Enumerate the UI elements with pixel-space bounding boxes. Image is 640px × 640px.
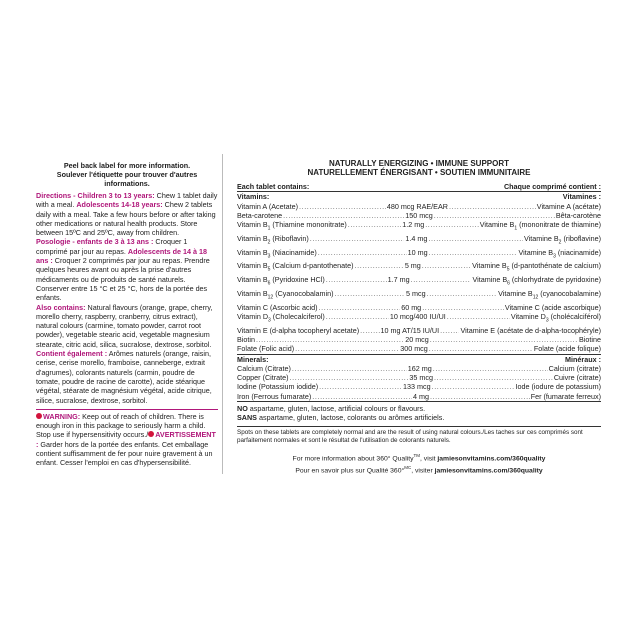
- nutrient-name-en-base: Vitamin B: [237, 233, 268, 243]
- nutrient-name-en-base: Vitamin B: [237, 247, 268, 257]
- peel-notice-en: Peel back label for more information.: [63, 161, 191, 170]
- nutrient-name-fr-detail: (niacinamide): [555, 247, 601, 257]
- avertissement-text: Garder hors de la portée des enfants. Cet emballage contient suffisamment de fer pour nuire gravement à un enfant. Cesser l'emploi en cas d'hypersensibilité.: [36, 439, 213, 468]
- more-info-fr-text: Pour en savoir plus sur Qualité 360°: [295, 467, 405, 475]
- chaque-comprime-label: Chaque comprimé contient :: [503, 182, 601, 191]
- nutrient-name-en: Biotin: [237, 334, 255, 344]
- nutrient-name-fr: [472, 261, 601, 275]
- nutrient-row: [237, 248, 601, 262]
- nutrient-subscript: 3: [545, 317, 549, 324]
- nutrient-name-en-detail: (Pyridoxine HCl): [270, 275, 325, 285]
- nutrient-amount: 150 mcg: [405, 210, 433, 220]
- vitamins-label-en: Vitamins:: [237, 192, 270, 202]
- nutrient-name-en-detail: (Niacinamide): [270, 247, 317, 257]
- avertissement-label: AVERTISSEMENT :: [36, 430, 216, 449]
- nutrient-row: [237, 261, 601, 275]
- directions-fr: [36, 237, 218, 302]
- warning-dot-icon: [36, 413, 42, 419]
- nutrient-name-fr: Vitamine E (acétate de d-alpha-tocophéryle): [460, 325, 601, 335]
- dot-leader: [295, 344, 399, 353]
- nutrient-row: [237, 392, 601, 401]
- nutrient-row: [237, 303, 601, 312]
- posologie-label: Posologie - enfants de 3 à 13 ans :: [36, 237, 154, 247]
- trademark-mc: MC: [404, 464, 412, 470]
- nutrient-name-en: [237, 220, 347, 234]
- nutrient-name-fr: Vitamine A (acétate): [536, 201, 601, 211]
- nutrient-name-en: Beta-carotene: [237, 210, 283, 220]
- minerals-label-en: Minerals:: [237, 354, 269, 364]
- nutrient-amount: 10 mg AT/15 IU/UI: [380, 325, 440, 335]
- right-panel: [237, 159, 601, 475]
- dot-leader: [290, 373, 409, 382]
- nutrient-subscript: 3: [267, 253, 271, 260]
- nutrient-name-en: [237, 275, 325, 289]
- nutrient-name-en-detail: (Riboflavin): [270, 233, 309, 243]
- more-info-fr-mid: , visiter: [411, 467, 435, 475]
- nutrient-amount: 162 mg: [407, 363, 432, 373]
- nutrient-name-en: Folate (Folic acid): [237, 344, 295, 354]
- nutrient-name-en: Copper (Citrate): [237, 373, 289, 383]
- nutrient-row: [237, 234, 601, 248]
- nutrient-subscript: 2: [558, 239, 562, 246]
- nutrient-name-en: Vitamin A (Acetate): [237, 201, 298, 211]
- dot-leader: [440, 326, 459, 335]
- nutrient-name-fr: Calcium (citrate): [548, 363, 601, 373]
- nutrient-name-en: Calcium (Citrate): [237, 363, 291, 373]
- dot-leader: [310, 234, 405, 243]
- each-tablet-label: Each tablet contains:: [237, 182, 310, 191]
- dot-leader: [326, 275, 387, 284]
- nutrient-name-fr-base: Vitamine B: [524, 233, 559, 243]
- nutrient-name-en: [237, 312, 325, 326]
- dot-leader: [256, 335, 404, 344]
- nutrient-name-fr-detail: (cyanocobalamine): [538, 288, 601, 298]
- dot-leader: [360, 326, 379, 335]
- dot-leader: [427, 289, 497, 298]
- nutrient-name-en-detail: (Thiamine mononitrate): [270, 220, 347, 230]
- also-contains-text: Natural flavours (orange, grape, cherry, morello cherry, raspberry, cranberry, citrus extract), natural colours (carmine, tomato powder, carrot root powder), vegetable stearic acid, vegetable magnesium stearate, citric acid, silica, sucralose, dextrose, sorbitol.: [36, 302, 213, 349]
- also-contains-label: Also contains:: [36, 302, 86, 312]
- nutrient-name-en-base: Vitamin B: [237, 261, 268, 271]
- nutrient-amount: 60 mg: [401, 302, 422, 312]
- nutrient-name-fr-base: Vitamine B: [498, 288, 533, 298]
- nutrient-name-fr: [518, 248, 601, 262]
- nutrient-row: [237, 326, 601, 335]
- nutrient-name-en: Iodine (Potassium iodide): [237, 382, 319, 392]
- contient-text: Arômes naturels (orange, raisin, cerise, cerise morello, framboise, canneberge, extrait d'agrumes), colorants naturels (carmin, poudre de tomate, poudre de racine de carotte), acide stéarique végétal, stéarate de magnésium végétal, acide citrique, silice, sucralose, dextrose, sorbitol.: [36, 349, 212, 405]
- dot-leader: [326, 312, 389, 321]
- dot-leader: [433, 364, 548, 373]
- nutrient-name-en-detail: (Cyanocobalamin): [273, 288, 334, 298]
- nutrient-subscript: 12: [267, 294, 274, 301]
- nutrient-amount: 20 mcg: [405, 334, 429, 344]
- nutrient-name-fr-detail: (chlorhydrate de pyridoxine): [509, 275, 601, 285]
- dot-leader: [318, 248, 407, 257]
- nutrient-row: [237, 275, 601, 289]
- adolescents-text: Chew 2 tablets daily with a meal. Take a few hours before or after taking other medications or natural health products. Store between 15ºC and 25ºC, away from children.: [36, 200, 216, 238]
- nutrient-name-en-base: Vitamin B: [237, 275, 268, 285]
- no-ingredients-fr: [237, 413, 601, 422]
- nutrient-name-en: [237, 289, 334, 303]
- dot-leader: [449, 202, 536, 211]
- nutrient-subscript: 5: [506, 266, 510, 273]
- vitamins-list: [237, 202, 601, 354]
- dot-leader: [434, 373, 553, 382]
- minerals-label-fr: Minéraux :: [565, 354, 601, 364]
- spots-note: Spots on these tablets are completely normal and are the result of using natural colours./Les taches sur ces comprimés sont parfaitement normales et sont le résultat de l'utilisation de colorants naturels.: [237, 426, 601, 445]
- dot-leader: [299, 202, 386, 211]
- vitamins-label-fr: Vitamines :: [562, 192, 601, 202]
- dot-leader: [411, 275, 472, 284]
- also-contains: [36, 303, 218, 349]
- dot-leader: [434, 211, 555, 220]
- nutrient-row: [237, 335, 601, 344]
- dot-leader: [428, 234, 523, 243]
- nutrient-name-en: [237, 234, 309, 248]
- more-info-en: [237, 451, 601, 463]
- dot-leader: [319, 303, 401, 312]
- nutrient-name-fr: Iode (iodure de potassium): [515, 382, 601, 392]
- nutrient-subscript: 6: [267, 280, 271, 287]
- dot-leader: [430, 335, 578, 344]
- peel-notice-fr: Soulever l'étiquette pour trouver d'autres informations.: [56, 170, 198, 188]
- nutrient-name-en: [237, 261, 354, 275]
- nutrient-name-fr-detail: (riboflavine): [561, 233, 601, 243]
- nutrient-name-en-base: Vitamin B: [237, 220, 268, 230]
- contents-header: [237, 182, 601, 192]
- dot-leader: [422, 261, 471, 270]
- nutrient-name-en: Iron (Ferrous fumarate): [237, 391, 312, 401]
- nutrient-name-fr: Folate (acide folique): [533, 344, 601, 354]
- dot-leader: [348, 220, 401, 229]
- dot-leader: [429, 248, 518, 257]
- contient-label: Contient également :: [36, 349, 108, 359]
- nutrient-amount: 10 mg: [407, 247, 428, 257]
- panel-divider: [222, 154, 223, 474]
- nutrient-name-en: Vitamin E (d-alpha tocopheryl acetate): [237, 325, 360, 335]
- nutrient-name-en: Vitamin C (Ascorbic acid): [237, 302, 318, 312]
- more-info-fr: [237, 463, 601, 475]
- peel-notice: [36, 161, 218, 188]
- nutrient-name-en-detail: (Calcium d-pantothenate): [270, 261, 354, 271]
- dot-leader: [422, 303, 504, 312]
- more-info-fr-url[interactable]: jamiesonvitamins.com/360quality: [434, 467, 543, 475]
- no-label: NO: [237, 404, 248, 413]
- nutrient-subscript: 6: [507, 280, 510, 287]
- nutrient-row: [237, 220, 601, 234]
- nutrient-name-fr-detail: (mononitrate de thiamine): [517, 220, 601, 230]
- nutrient-subscript: 2: [267, 239, 271, 246]
- directions-label: Directions - Children 3 to 13 years:: [36, 191, 155, 200]
- headline-fr: NATURELLEMENT ÉNERGISANT • SOUTIEN IMMUNITAIRE: [307, 168, 531, 177]
- dot-leader: [319, 382, 402, 391]
- posologie-text: Croquer 1 comprimé par jour au repas.: [36, 237, 188, 256]
- sans-text: aspartame, gluten, lactose, colorants ou arômes artificiels.: [256, 413, 445, 423]
- nutrient-row: [237, 202, 601, 211]
- dot-leader: [432, 382, 515, 391]
- nutrient-amount: 300 mcg: [400, 344, 428, 354]
- adolescents-fr-label: Adolescents de 14 à 18 ans :: [36, 246, 207, 266]
- contient-egalement: [36, 349, 218, 405]
- dot-leader: [425, 220, 478, 229]
- nutrient-amount: 133 mcg: [403, 382, 431, 392]
- nutrient-name-fr: [511, 312, 601, 326]
- dot-leader: [283, 211, 404, 220]
- dot-leader: [430, 392, 530, 401]
- headline-en: NATURALLY ENERGIZING • IMMUNE SUPPORT: [329, 159, 509, 168]
- minerals-header: [237, 354, 601, 364]
- dot-leader: [447, 312, 510, 321]
- nutrient-name-fr-base: Vitamine B: [472, 261, 507, 271]
- no-ingredients-en: [237, 404, 601, 413]
- dot-leader: [312, 392, 412, 401]
- nutrient-name-fr-base: Vitamine B: [472, 275, 508, 285]
- nutrient-name-fr: [480, 220, 601, 234]
- nutrient-subscript: 1: [267, 225, 271, 232]
- nutrient-subscript: 3: [553, 253, 556, 260]
- nutrient-subscript: 1: [514, 225, 518, 232]
- left-panel: [36, 161, 218, 468]
- nutrient-name-en-detail: (Cholecalciferol): [270, 311, 325, 321]
- adolescents-label: Adolescents 14-18 years:: [76, 200, 163, 210]
- nutrient-name-fr: Vitamine C (acide ascorbique): [504, 302, 601, 312]
- more-info-en-url[interactable]: jamiesonvitamins.com/360quality: [437, 454, 546, 462]
- nutrient-row: [237, 373, 601, 382]
- more-info-en-text: For more information about 360° Quality: [292, 454, 414, 462]
- nutrient-name-fr: Biotine: [579, 334, 601, 344]
- nutrient-name-fr: [498, 289, 601, 303]
- nutrient-row: [237, 382, 601, 391]
- nutrient-amount: 5 mg: [404, 261, 421, 271]
- nutrient-amount: 1.2 mg: [402, 220, 425, 230]
- nutrient-amount: 480 mcg RAE/EAR: [386, 201, 448, 211]
- nutrient-subscript: 3: [268, 317, 271, 324]
- nutrient-amount: 1.7 mg: [387, 275, 410, 285]
- nutrient-name-fr-base: Vitamine B: [479, 220, 515, 230]
- nutrient-name-fr: [524, 234, 601, 248]
- dot-leader: [355, 261, 404, 270]
- nutrient-name-en: [237, 248, 317, 262]
- minerals-list: [237, 364, 601, 402]
- nutrient-name-en-base: Vitamin B: [237, 288, 268, 298]
- trademark-tm: TM: [413, 452, 421, 458]
- nutrient-row: [237, 364, 601, 373]
- nutrient-name-fr-base: Vitamine D: [510, 311, 546, 321]
- dot-leader: [335, 289, 405, 298]
- adolescents-fr-text: Croquer 2 comprimés par jour au repas. Prendre quelques heures avant ou après la prise d'autres médicaments ou de produits de santé naturels. Conserver entre 15 °C et 25 °C, hors de la portée des enfants.: [36, 256, 210, 303]
- nutrient-name-fr: Fer (fumarate ferreux): [530, 391, 601, 401]
- directions-en: [36, 191, 218, 237]
- nutrient-name-fr: Bêta-carotène: [555, 210, 601, 220]
- nutrient-amount: 35 mcg: [409, 373, 433, 383]
- warning-block: [36, 409, 218, 468]
- nutrient-amount: 4 mg: [413, 391, 429, 401]
- nutrient-row: [237, 312, 601, 326]
- nutrient-name-fr-base: Vitamine B: [518, 247, 554, 257]
- vitamins-header: [237, 192, 601, 201]
- dot-leader: [429, 344, 533, 353]
- nutrient-name-fr: Cuivre (citrate): [553, 373, 601, 383]
- more-info-en-mid: , visit: [420, 454, 438, 462]
- headline: [237, 159, 601, 177]
- nutrient-row: [237, 289, 601, 303]
- warning-label: WARNING:: [43, 411, 81, 421]
- nutrient-amount: 10 mcg/400 IU/UI: [389, 311, 446, 321]
- nutrient-amount: 5 mcg: [406, 288, 426, 298]
- nutrient-name-fr: [472, 275, 601, 289]
- nutrient-name-fr-detail: (cholécalciférol): [548, 311, 601, 321]
- more-info: [237, 451, 601, 476]
- no-text: aspartame, gluten, lactose, artificial colours or flavours.: [247, 404, 426, 413]
- nutrient-name-en-base: Vitamin D: [237, 311, 269, 321]
- nutrient-subscript: 5: [267, 266, 271, 273]
- warning-dot-icon: [148, 431, 154, 437]
- nutrient-subscript: 12: [532, 294, 539, 301]
- sans-label: SANS: [237, 413, 257, 423]
- directions-text: Chew 1 tablet daily with a meal.: [36, 191, 218, 210]
- warning-text: Keep out of reach of children. There is enough iron in this package to seriously harm a child. Stop use if hypersensitivity occurs./: [36, 411, 206, 440]
- dot-leader: [292, 364, 407, 373]
- nutrient-amount: 1.4 mg: [405, 233, 428, 243]
- nutrient-row: [237, 211, 601, 220]
- nutrient-row: [237, 344, 601, 353]
- nutrient-name-fr-detail: (d-pantothénate de calcium): [509, 261, 601, 271]
